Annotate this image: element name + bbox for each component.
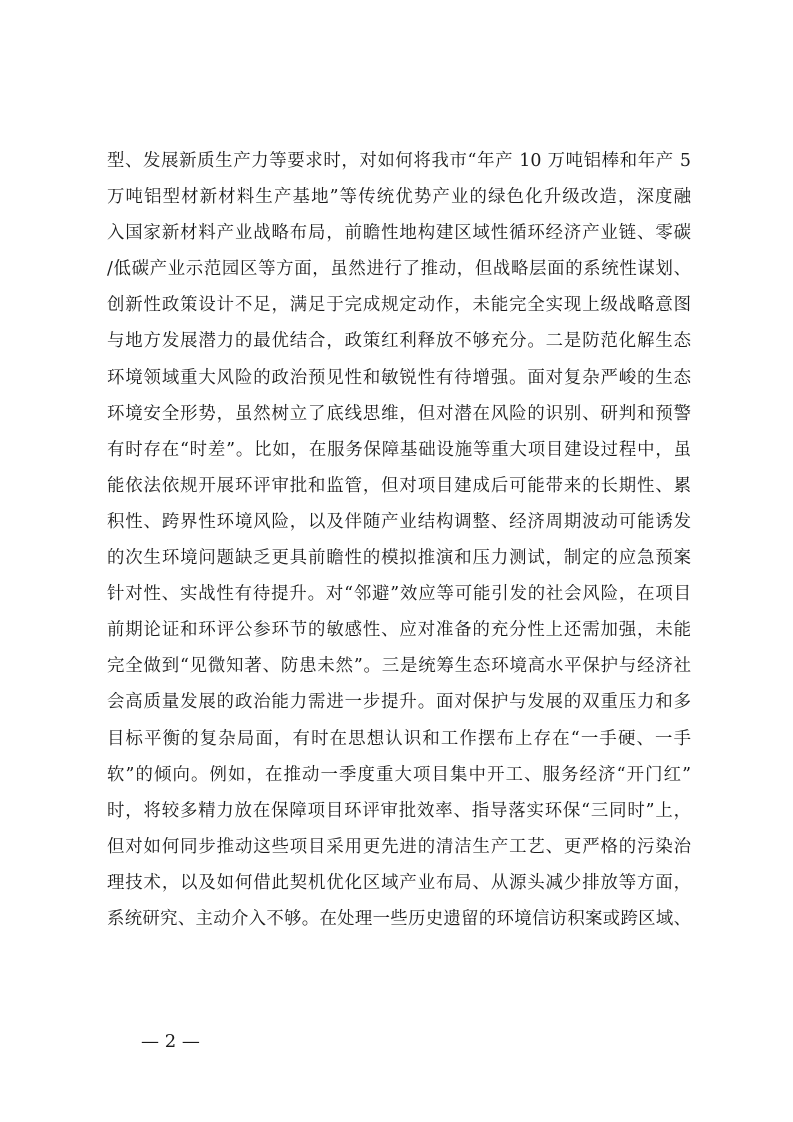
page-number: — 2 — xyxy=(141,1031,200,1052)
text-line: 环境安全形势，虽然树立了底线思维，但对潜在风险的识别、研判和预警 xyxy=(107,403,691,424)
text-line: 理技术，以及如何借此契机优化区域产业布局、从源头减少排放等方面， xyxy=(107,872,691,893)
text-line: 与地方发展潜力的最优结合，政策红利释放不够充分。二是防范化解生态 xyxy=(107,331,691,352)
text-line: 会高质量发展的政治能力需进一步提升。面对保护与发展的双重压力和多 xyxy=(107,692,691,713)
text-line: 软”的倾向。例如，在推动一季度重大项目集中开工、服务经济“开门红” xyxy=(107,764,691,785)
text-line: 万吨铝型材新材料生产基地”等传统优势产业的绿色化升级改造，深度融 xyxy=(107,187,691,208)
text-line: 时，将较多精力放在保障项目环评审批效率、指导落实环保“三同时”上， xyxy=(107,800,691,821)
text-line: 入国家新材料产业战略布局，前瞻性地构建区域性循环经济产业链、零碳 xyxy=(107,223,691,244)
text-line: /低碳产业示范园区等方面，虽然进行了推动，但战略层面的系统性谋划、 xyxy=(107,259,691,280)
text-line: 的次生环境问题缺乏更具前瞻性的模拟推演和压力测试，制定的应急预案 xyxy=(107,548,691,569)
text-line: 创新性政策设计不足，满足于完成规定动作，未能完全实现上级战略意图 xyxy=(107,295,691,316)
body-text xyxy=(107,143,691,937)
text-line: 但对如何同步推动这些项目采用更先进的清洁生产工艺、更严格的污染治 xyxy=(107,836,691,857)
text-line: 环境领域重大风险的政治预见性和敏锐性有待增强。面对复杂严峻的生态 xyxy=(107,367,691,388)
text-line: 能依法依规开展环评审批和监管，但对项目建成后可能带来的长期性、累 xyxy=(107,475,691,496)
text-line: 积性、跨界性环境风险，以及伴随产业结构调整、经济周期波动可能诱发 xyxy=(107,511,691,532)
text-line: 型、发展新质生产力等要求时，对如何将我市“年产 10 万吨铝棒和年产 5 xyxy=(107,151,691,171)
text-line: 目标平衡的复杂局面，有时在思想认识和工作摆布上存在“一手硬、一手 xyxy=(107,728,691,749)
text-line: 完全做到“见微知著、防患未然”。三是统筹生态环境高水平保护与经济社 xyxy=(107,656,691,677)
text-line: 前期论证和环评公参环节的敏感性、应对准备的充分性上还需加强，未能 xyxy=(107,620,691,641)
text-line: 系统研究、主动介入不够。在处理一些历史遗留的环境信访积案或跨区域、 xyxy=(107,908,691,929)
text-line: 有时存在“时差”。比如，在服务保障基础设施等重大项目建设过程中，虽 xyxy=(107,439,691,460)
text-line: 针对性、实战性有待提升。对“邻避”效应等可能引发的社会风险，在项目 xyxy=(107,584,691,605)
